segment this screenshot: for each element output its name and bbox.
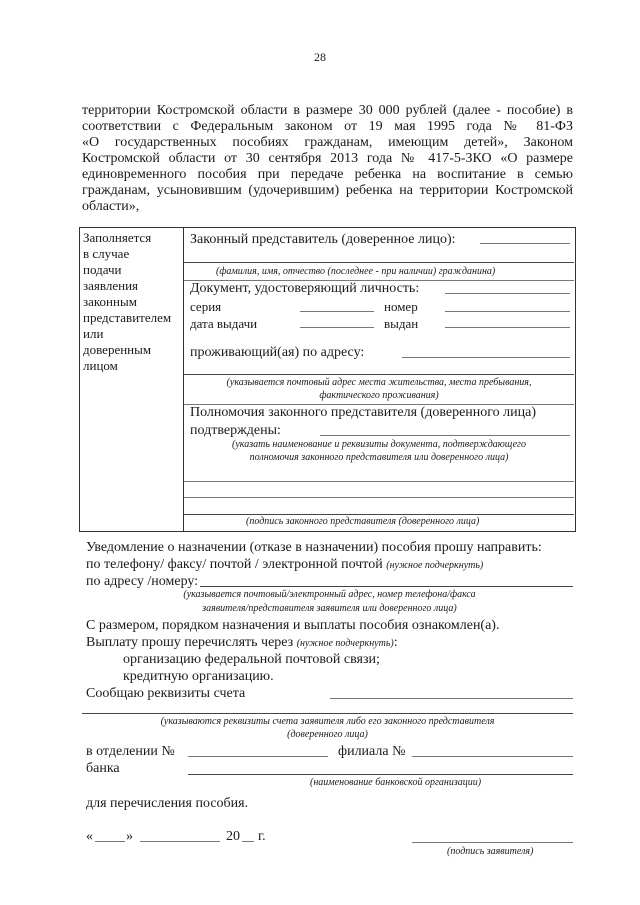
account-field[interactable]	[330, 698, 573, 699]
identity-document-label: Документ, удостоверяющий личность:	[190, 281, 420, 296]
left-cell-line: лицом	[83, 358, 118, 373]
hint-account-2: (доверенного лица)	[287, 729, 368, 740]
number-field[interactable]	[445, 311, 570, 312]
intro-line: единовременного пособия при передаче ребенка на воспитание в семью	[82, 167, 573, 182]
branch-number-field[interactable]	[188, 756, 328, 757]
issued-by-label: выдан	[384, 316, 419, 331]
hint-fio: (фамилия, имя, отчество (последнее - при наличии) гражданина)	[216, 266, 496, 277]
payment-hint: (нужное подчеркнуть)	[296, 638, 394, 649]
hint-applicant-signature: (подпись заявителя)	[447, 846, 534, 857]
applicant-signature-field[interactable]	[412, 842, 573, 843]
branch-label: в отделении №	[86, 744, 175, 759]
notice-line-1: Уведомление о назначении (отказе в назначении) пособия прошу направить:	[86, 540, 542, 555]
account-field-continued[interactable]	[82, 713, 573, 714]
filial-number-field[interactable]	[412, 756, 573, 757]
notice-line-3: по адресу /номеру:	[86, 574, 199, 589]
hint-address-2: фактического проживания)	[319, 390, 439, 401]
hint-powers-2: полномочия законного представителя или доверенного лица)	[249, 452, 509, 463]
representative-label: Законный представитель (доверенное лицо):	[190, 232, 456, 247]
series-label: серия	[190, 299, 222, 314]
notice-methods-hint: (нужное подчеркнуть)	[386, 560, 484, 571]
hint-signature: (подпись законного представителя (доверенного лица)	[246, 516, 480, 527]
intro-line: гражданам, усыновившим (удочерившим) ребенка на территории Костромской	[82, 183, 573, 198]
representative-name-field[interactable]	[184, 262, 574, 263]
intro-paragraph	[82, 103, 573, 215]
address-label: проживающий(ая) по адресу:	[190, 345, 365, 360]
issued-by-field[interactable]	[445, 327, 570, 328]
powers-field[interactable]	[320, 435, 570, 436]
left-cell-line: подачи	[83, 262, 122, 277]
payment-option-post[interactable]: организацию федеральной почтовой связи;	[123, 652, 380, 667]
left-cell-line: или	[83, 326, 104, 341]
representative-signature-field[interactable]	[184, 514, 574, 515]
payment-label: Выплату прошу перечислять через	[86, 635, 294, 650]
issue-date-field[interactable]	[300, 327, 374, 328]
row-divider	[184, 497, 574, 498]
date-year-prefix: 20	[226, 829, 240, 844]
left-cell-line: заявления	[83, 278, 139, 293]
date-day-field[interactable]	[95, 841, 125, 842]
left-cell-line: Заполняется	[83, 230, 152, 245]
notice-address-field[interactable]	[200, 586, 573, 587]
date-year-field[interactable]	[242, 841, 254, 842]
identity-document-field[interactable]	[445, 293, 570, 294]
address-field-continued[interactable]	[184, 374, 574, 375]
left-cell-line: представителем	[83, 310, 172, 325]
left-cell-line: доверенным	[83, 342, 152, 357]
series-field[interactable]	[300, 311, 374, 312]
account-label: Сообщаю реквизиты счета	[86, 686, 246, 701]
notice-methods: по телефону/ факсу/ почтой / электронной почтой	[86, 557, 383, 572]
date-close-quote: »	[126, 829, 133, 844]
intro-line: области»,	[82, 199, 140, 214]
purpose-text: для перечисления пособия.	[86, 796, 249, 811]
payment-line	[86, 635, 398, 651]
hint-address-1: (указывается почтовый адрес места жительства, места пребывания,	[226, 377, 532, 388]
row-divider	[184, 481, 574, 482]
left-cell-line: законным	[83, 294, 137, 309]
hint-account-1: (указываются реквизиты счета заявителя либо его законного представителя	[160, 716, 495, 727]
payment-option-credit[interactable]: кредитную организацию.	[123, 669, 274, 684]
powers-label-2: подтверждены:	[190, 423, 281, 438]
page-number: 28	[314, 50, 326, 64]
date-year-suffix: г.	[258, 829, 266, 844]
representative-short-line[interactable]	[480, 243, 570, 244]
address-field[interactable]	[402, 357, 570, 358]
powers-label-1: Полномочия законного представителя (доверенного лица)	[190, 405, 537, 420]
filial-label: филиала №	[338, 744, 406, 759]
payment-colon: :	[393, 635, 398, 650]
left-cell-line: в случае	[83, 246, 130, 261]
bank-label: банка	[86, 761, 120, 776]
acquainted-statement: С размером, порядком назначения и выплаты пособия ознакомлен(а).	[86, 618, 500, 633]
date-open-quote: «	[86, 829, 93, 844]
intro-line: территории Костромской области в размере 30 000 рублей (далее - пособие) в	[82, 103, 573, 118]
intro-line: «О государственных пособиях гражданам, имеющим детей», Законом	[82, 135, 573, 150]
issue-date-label: дата выдачи	[190, 316, 258, 331]
hint-notice-1: (указывается почтовый/электронный адрес, номер телефона/факса	[183, 589, 476, 600]
intro-line: соответствии с Федеральным законом от 19 мая 1995 года № 81-ФЗ	[82, 119, 573, 134]
bank-name-field[interactable]	[188, 774, 573, 775]
notice-line-2	[86, 557, 483, 573]
date-month-field[interactable]	[140, 841, 220, 842]
intro-line: Костромской области от 30 сентября 2013 года № 417-5-ЗКО «О размере	[82, 151, 573, 166]
hint-powers-1: (указать наименование и реквизиты документа, подтверждающего	[232, 439, 526, 450]
table-left-cell	[83, 230, 183, 374]
hint-notice-2: заявителя/представителя заявителя или доверенного лица)	[202, 603, 457, 614]
number-label: номер	[384, 299, 418, 314]
hint-bank: (наименование банковской организации)	[310, 777, 482, 788]
